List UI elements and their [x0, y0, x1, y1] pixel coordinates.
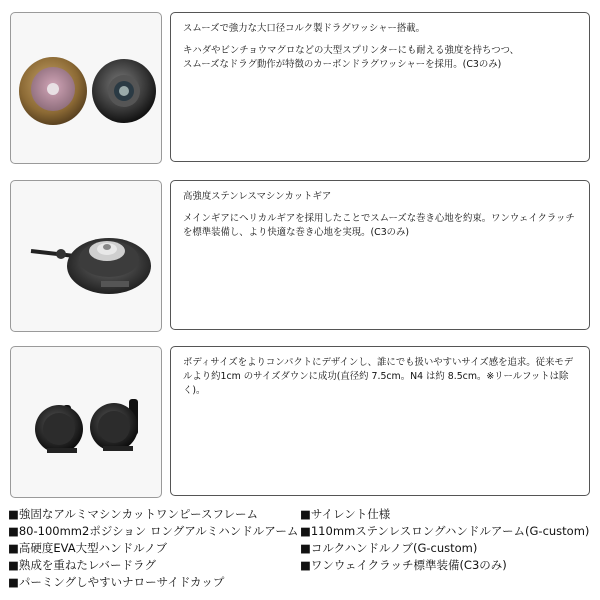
list-item: ■パーミングしやすいナローサイドカップ — [8, 575, 225, 589]
list-item: ■110mmステンレスロングハンドルアーム(G-custom) — [300, 524, 590, 538]
reel-image — [11, 347, 161, 497]
feature-list-right — [300, 506, 600, 574]
feature-panel-gear — [10, 180, 592, 332]
feature-panel-body — [10, 346, 592, 498]
panel-description — [170, 346, 590, 496]
list-item: ■強固なアルミマシンカットワンピースフレーム — [8, 507, 259, 521]
list-item: ■ワンウェイクラッチ標準装備(C3のみ) — [300, 558, 507, 572]
list-item: ■80-100mm2ポジション ロングアルミハンドルアーム — [8, 524, 299, 538]
gear-image — [11, 181, 161, 331]
feature-list-left — [8, 506, 298, 591]
list-item: ■高硬度EVA大型ハンドルノブ — [8, 541, 168, 555]
feature-panel-drag — [10, 12, 592, 164]
panel-heading: 高強度ステンレスマシンカットギア — [183, 191, 332, 202]
panel-body: メインギアにヘリカルギアを採用したことでスムーズな巻き心地を約束。ワンウェイクラッチを標準装備し、より快適な巻き心地を実現。(C3のみ) — [183, 213, 575, 238]
panel-body: キハダやビンチョウマグロなどの大型スプリンターにも耐える強度を持ちつつ、 スムーズなドラグ動作が特徴のカーボンドラグワッシャーを採用。(C3のみ) — [183, 45, 520, 70]
list-item: ■熟成を重ねたレバードラグ — [8, 558, 157, 572]
reel-body-photo — [10, 346, 162, 498]
list-item: ■サイレント仕様 — [300, 507, 391, 521]
drag-washer-image — [11, 13, 161, 163]
panel-description — [170, 12, 590, 162]
panel-heading: スムーズで強力な大口径コルク製ドラグワッシャー搭載。 — [183, 23, 425, 34]
list-item: ■コルクハンドルノブ(G-custom) — [300, 541, 478, 555]
drag-washer-photo — [10, 12, 162, 164]
panel-description — [170, 180, 590, 330]
panel-heading: ボディサイズをよりコンパクトにデザインし、誰にでも扱いやすいサイズ感を追求。従来モデルより約1cm のサイズダウンに成功(直径約 7.5cm。N4 は約 8.5cm。※リールフットは除く)。 — [183, 357, 574, 396]
gear-photo — [10, 180, 162, 332]
